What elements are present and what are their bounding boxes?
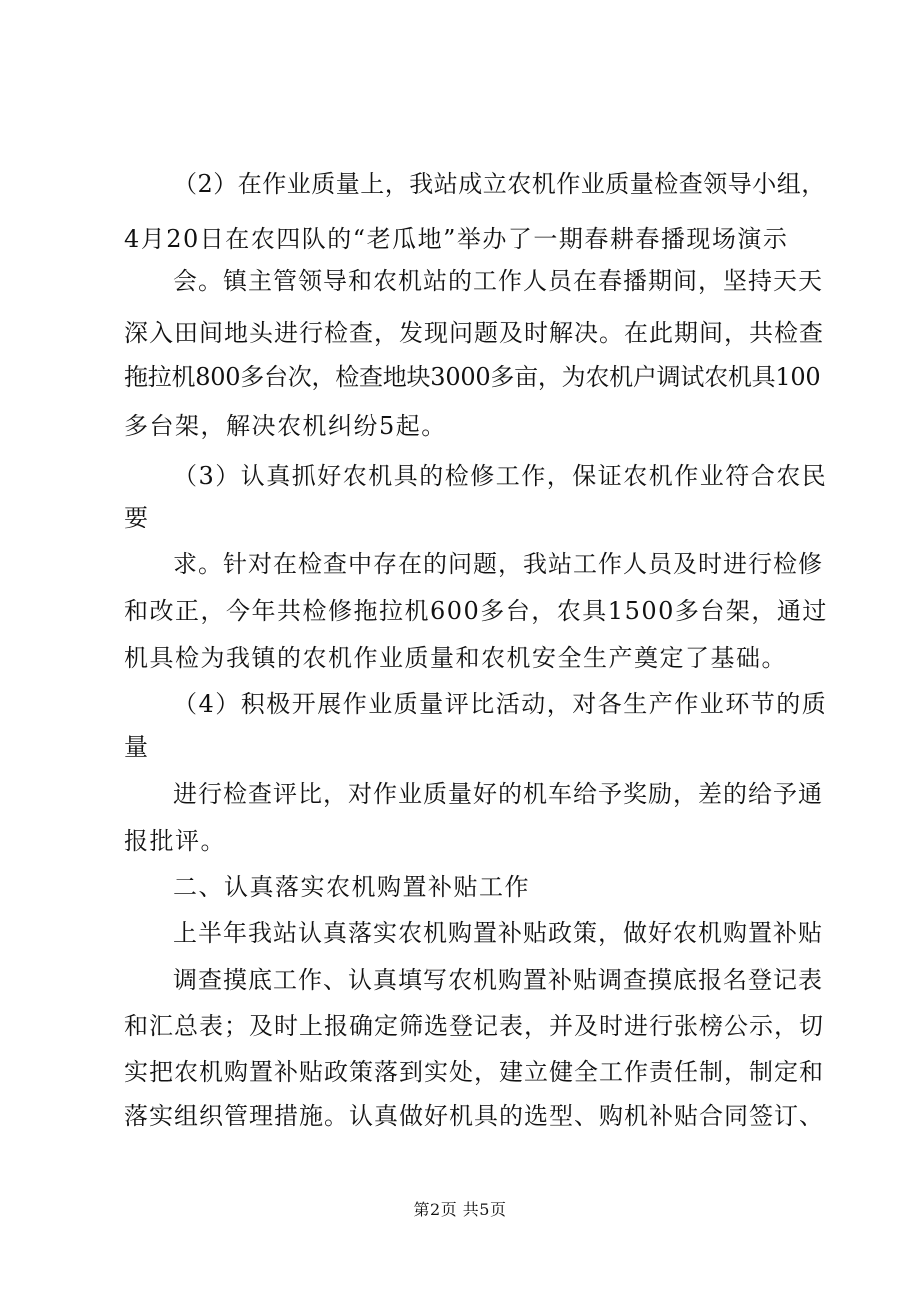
paragraph-line: 报批评。 <box>124 827 226 855</box>
paragraph-line: 调查摸底工作、认真填写农机购置补贴调查摸底报名登记表 <box>173 966 823 994</box>
paragraph-line: （4）积极开展作业质量评比活动，对各生产作业环节的质 <box>173 690 828 718</box>
paragraph-line: 和改正，今年共检修拖拉机600多台，农具1500多台架，通过 <box>124 597 828 625</box>
paragraph-line: 上半年我站认真落实农机购置补贴政策，做好农机购置补贴 <box>173 919 823 947</box>
paragraph-line: 落实组织管理措施。认真做好机具的选型、购机补贴合同签订、 <box>124 1102 824 1130</box>
paragraph-line: 多台架，解决农机纠纷5起。 <box>124 412 447 440</box>
paragraph-line: （3）认真抓好农机具的检修工作，保证农机作业符合农民 <box>173 462 828 490</box>
paragraph-line: 会。镇主管领导和农机站的工作人员在春播期间，坚持天天 <box>173 267 823 295</box>
page-number-footer: 第2页 共5页 <box>413 1200 507 1219</box>
paragraph-line: （2）在作业质量上，我站成立农机作业质量检查领导小组， <box>173 170 826 198</box>
paragraph-line: 进行检查评比，对作业质量好的机车给予奖励，差的给予通 <box>173 780 823 808</box>
paragraph-line: 4月20日在农四队的“老瓜地”举办了一期春耕春播现场演示 <box>124 225 789 253</box>
paragraph-line: 深入田间地头进行检查，发现问题及时解决。在此期间，共检查 <box>124 319 824 347</box>
paragraph-line: 机具检为我镇的农机作业质量和农机安全生产奠定了基础。 <box>124 644 787 672</box>
section-heading: 二、认真落实农机购置补贴工作 <box>173 873 530 901</box>
paragraph-line: 拖拉机800多台次，检查地块3000多亩，为农机户调试农机具100 <box>124 363 821 391</box>
paragraph-line: 量 <box>124 733 150 761</box>
paragraph-line: 和汇总表；及时上报确定筛选登记表，并及时进行张榜公示，切 <box>124 1012 824 1040</box>
paragraph-line: 要 <box>124 504 150 532</box>
paragraph-line: 实把农机购置补贴政策落到实处，建立健全工作责任制，制定和 <box>124 1058 824 1086</box>
paragraph-line: 求。针对在检查中存在的问题，我站工作人员及时进行检修 <box>173 550 823 578</box>
